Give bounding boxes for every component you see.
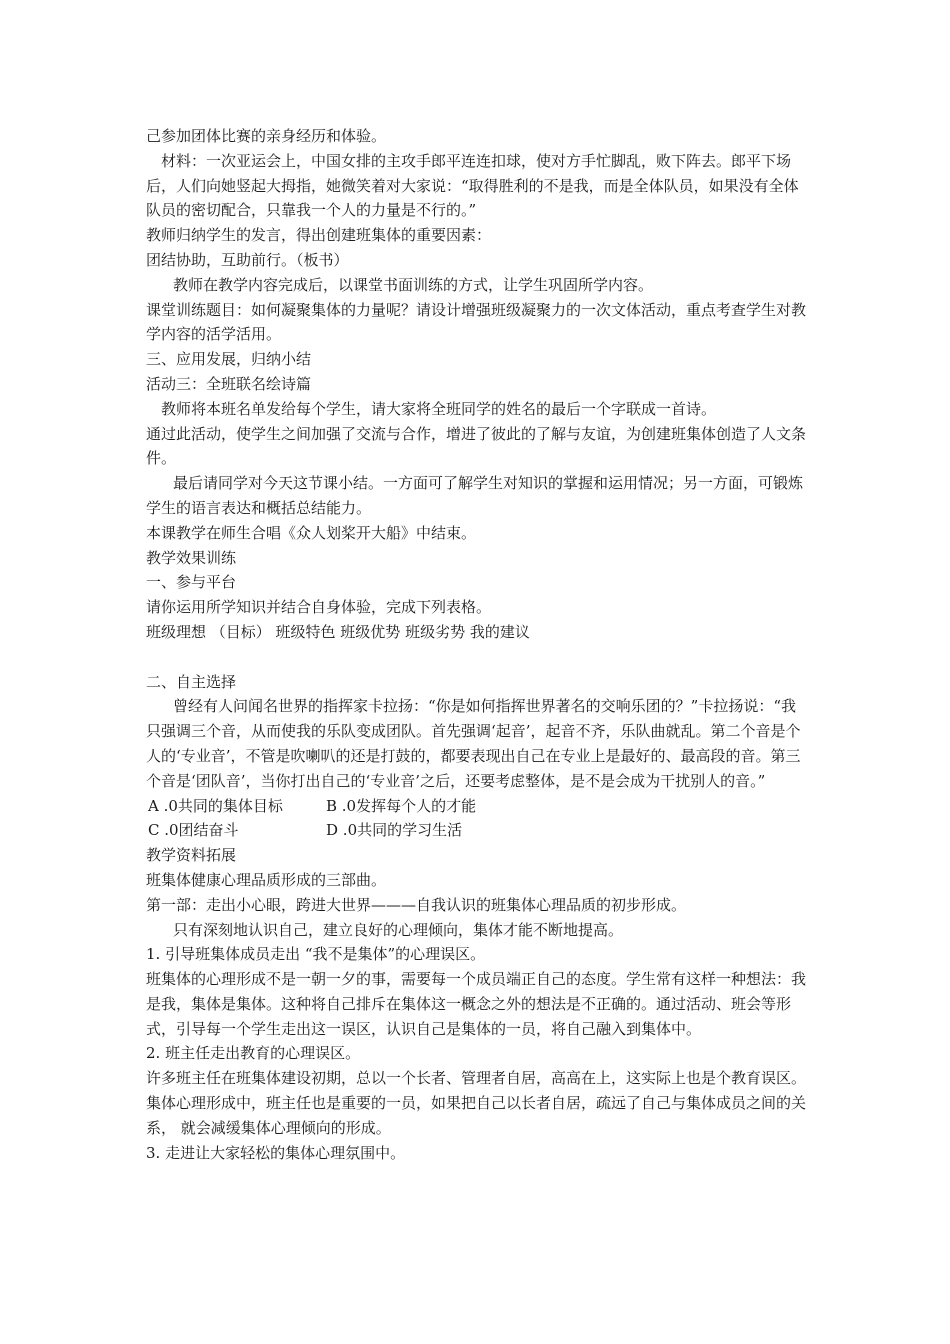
paragraph: 请你运用所学知识并结合自身体验，完成下列表格。 (146, 598, 492, 617)
section-heading: 教学资料拓展 (146, 846, 237, 865)
paragraph: 团结协助，互助前行。（板书） (146, 250, 349, 269)
activity-heading: 活动三：全班联名绘诗篇 (146, 374, 312, 393)
paragraph: 课堂训练题目：如何凝聚集体的力量呢？请设计增强班级凝聚力的一次文体活动，重点考查学生对教学内容的活学活用。 (146, 300, 807, 344)
paragraph: 己参加团体比赛的亲身经历和体验。 (146, 127, 387, 145)
paragraph: 只有深刻地认识自己，建立良好的心理倾向，集体才能不断地提高。 (173, 920, 624, 939)
numbered-item: 1. 引导班集体成员走出 “我不是集体”的心理误区。 (146, 945, 486, 964)
paragraph: 最后请同学对今天这节课小结。一方面可了解学生对知识的掌握和运用情况；另一方面，可锻炼学生的语言表达和概括总结能力。 (146, 474, 804, 517)
section-heading: 二、自主选择 (146, 672, 237, 691)
paragraph: 教师将本班名单发给每个学生，请大家将全班同学的姓名的最后一个字联成一首诗。 (161, 399, 717, 418)
paragraph: 通过此活动，使学生之间加强了交流与合作，增进了彼此的了解与友谊，为创建班集体创造了人文条件。 (146, 424, 807, 468)
paragraph: 许多班主任在班集体建设初期，总以一个长者、管理者自居，高高在上，这实际上也是个教育误区。集体心理形成中，班主任也是重要的一员，如果把自己以长者自居，疏远了自己与集体成员之间的关系， 就会减缓集体心理倾向的形成。 (146, 1069, 807, 1137)
table-header-line: 班级理想 （目标） 班级特色 班级优势 班级劣势 我的建议 (146, 622, 530, 641)
section-heading: 一、参与平台 (146, 573, 237, 592)
numbered-item: 3. 走进让大家轻松的集体心理氛围中。 (146, 1143, 406, 1162)
paragraph: 教师归纳学生的发言，得出创建班集体的重要因素： (146, 226, 492, 245)
paragraph: 教师在教学内容完成后，以课堂书面训练的方式，让学生巩固所学内容。 (173, 275, 654, 294)
numbered-item: 2. 班主任走出教育的心理误区。 (146, 1044, 361, 1063)
section-heading: 三、应用发展，归纳小结 (146, 350, 312, 369)
option-c: C .0团结奋斗 (148, 821, 239, 840)
paragraph-material: 材料：一次亚运会上，中国女排的主攻手郎平连连扣球，使对方手忙脚乱，败下阵去。郎平下场后，人们向她竖起大拇指，她微笑着对大家说：“取得胜利的不是我，而是全体队员，如果没有全体队员的密切配合，只靠我一个人的力量是不行的。” (146, 151, 799, 220)
options-row (146, 794, 810, 819)
paragraph: 本课教学在师生合唱《众人划桨开大船》中结束。 (146, 523, 477, 542)
paragraph: 第一部：走出小心眼，跨进大世界———自我认识的班集体心理品质的初步形成。 (146, 895, 687, 914)
blank-line (146, 645, 810, 670)
document-body (146, 124, 810, 1165)
paragraph: 班集体健康心理品质形成的三部曲。 (146, 870, 387, 889)
paragraph-question: 曾经有人问闻名世界的指挥家卡拉扬：“你是如何指挥世界著名的交响乐团的？”卡拉扬说：“我只强调三个音，从而使我的乐队变成团队。首先强调‘起音’，起音不齐，乐队曲就乱。第二个音是个人的‘专业音’，不管是吹喇叭的还是打鼓的，都要表现出自己在专业上是最好的、最高段的音。第三个音是‘团队音’，当你打出自己的‘专业音’之后，还要考虑整体，是不是会成为干扰别人的音。” (146, 697, 801, 790)
section-heading: 教学效果训练 (146, 548, 237, 567)
options-row (146, 818, 810, 843)
paragraph: 班集体的心理形成不是一朝一夕的事，需要每一个成员端正自己的态度。学生常有这样一种想法：我是我，集体是集体。这种将自己排斥在集体这一概念之外的想法是不正确的。通过活动、班会等形式，引导每一个学生走出这一误区，认识自己是集体的一员，将自己融入到集体中。 (146, 970, 807, 1038)
option-d: D .0共同的学习生活 (326, 821, 463, 840)
option-a: A .0共同的集体目标 (148, 796, 283, 815)
option-b: B .0发挥每个人的才能 (326, 796, 477, 815)
